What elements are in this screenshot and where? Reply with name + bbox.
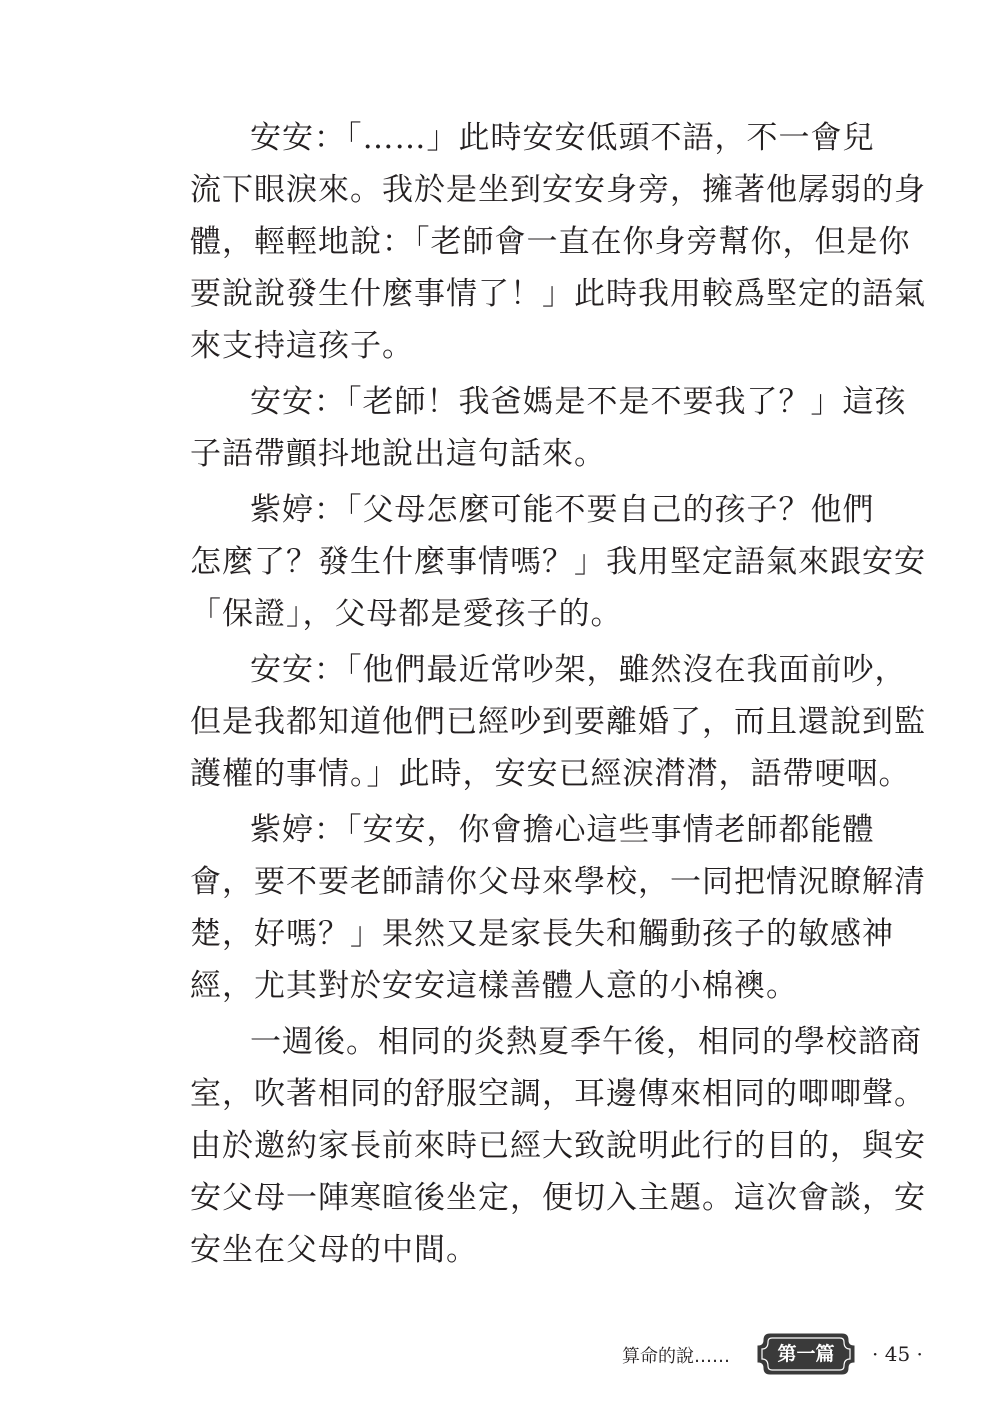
text-line: 楚，好嗎？」果然又是家長失和觸動孩子的敏感神 xyxy=(190,916,894,952)
text-line: 來支持這孩子。 xyxy=(190,328,414,364)
text-line: 紫婷：「父母怎麼可能不要自己的孩子？他們 xyxy=(250,492,875,528)
text-line: 「保證」，父母都是愛孩子的。 xyxy=(190,596,623,632)
chapter-label: 第一篇 xyxy=(777,1343,835,1365)
text-line: 安父母一陣寒暄後坐定，便切入主題。這次會談，安 xyxy=(190,1180,926,1216)
text-line: 會，要不要老師請你父母來學校，一同把情況瞭解清 xyxy=(190,864,926,900)
text-line: 一週後。相同的炎熱夏季午後，相同的學校諮商 xyxy=(250,1024,922,1060)
paragraph xyxy=(190,644,926,800)
text-line: 子語帶顫抖地說出這句話來。 xyxy=(190,436,606,472)
text-line: 流下眼淚來。我於是坐到安安身旁，擁著他孱弱的身 xyxy=(190,172,926,208)
text-line: 怎麼了？發生什麼事情嗎？」我用堅定語氣來跟安安 xyxy=(190,544,926,580)
body-text xyxy=(190,112,926,1280)
text-line: 要說說發生什麼事情了！」此時我用較爲堅定的語氣 xyxy=(190,276,926,312)
paragraph xyxy=(190,1016,926,1276)
paragraph xyxy=(190,376,907,480)
page-number: · 45 · xyxy=(872,1342,923,1366)
text-line: 安安：「老師！我爸媽是不是不要我了？」這孩 xyxy=(250,384,907,420)
text-line: 安坐在父母的中間。 xyxy=(190,1232,478,1268)
paragraph xyxy=(190,484,926,640)
text-line: 安安：「他們最近常吵架，雖然沒在我面前吵， xyxy=(250,652,907,688)
text-line: 室，吹著相同的舒服空調，耳邊傳來相同的唧唧聲。 xyxy=(190,1076,926,1112)
text-line: 由於邀約家長前來時已經大致說明此行的目的，與安 xyxy=(190,1128,926,1164)
text-line: 紫婷：「安安，你會擔心這些事情老師都能體 xyxy=(250,812,875,848)
chapter-badge xyxy=(756,1332,856,1376)
paragraph xyxy=(190,804,926,1012)
text-line: 安安：「……」此時安安低頭不語，不一會兒 xyxy=(250,120,875,156)
text-line: 護權的事情。」此時，安安已經淚潸潸，語帶哽咽。 xyxy=(190,756,911,792)
paragraph xyxy=(190,112,926,372)
text-line: 經，尤其對於安安這樣善體人意的小棉襖。 xyxy=(190,968,798,1004)
running-title: 算命的說…… xyxy=(622,1346,730,1367)
text-line: 體，輕輕地說：「老師會一直在你身旁幫你，但是你 xyxy=(190,224,911,260)
text-line: 但是我都知道他們已經吵到要離婚了，而且還說到監 xyxy=(190,704,926,740)
page-footer xyxy=(600,1332,960,1376)
